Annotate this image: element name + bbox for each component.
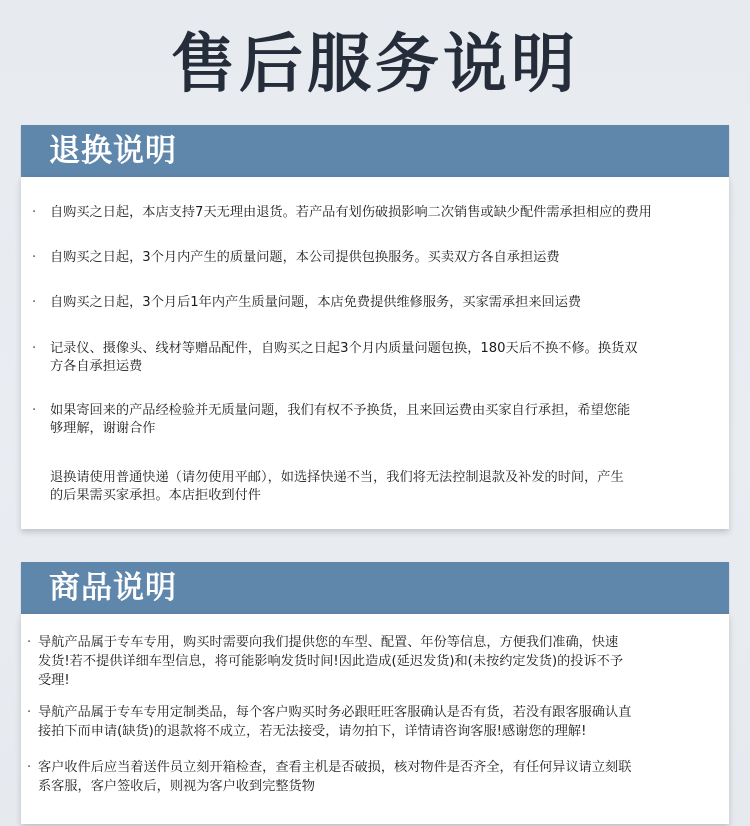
product-item-3-line2: 系客服，客户签收后，则视为客户收到完整货物 <box>38 779 315 794</box>
return-item-3: 自购买之日起，3个月后1年内产生质量问题，本店免费提供维修服务，买家需承担来回运费 <box>50 295 582 310</box>
product-item-1-line1: 导航产品属于专车专用，购买时需要向我们提供您的车型、配置、年份等信息，方便我们准确，快速 <box>38 635 619 650</box>
return-policy-body <box>21 177 729 529</box>
product-info-body <box>21 614 729 824</box>
bullet-dot: · <box>32 250 37 265</box>
product-item-1-line3: 受理! <box>38 673 70 688</box>
return-item-2: 自购买之日起，3个月内产生的质量问题，本公司提供包换服务。买卖双方各自承担运费 <box>50 250 560 265</box>
return-policy-header <box>21 125 729 177</box>
bullet-dot: · <box>27 760 32 775</box>
product-item-2-line1: 导航产品属于专车专用定制类品，每个客户购买时务必跟旺旺客服确认是否有货，若没有跟客服确认直 <box>38 705 632 720</box>
product-item-1-line2: 发货!若不提供详细车型信息，将可能影响发货时间!因此造成(延迟发货)和(未按约定发货)的投诉不予 <box>38 654 624 669</box>
page-title: 售后服务说明 <box>171 28 579 102</box>
product-info-header <box>21 562 729 614</box>
return-policy-section <box>21 125 729 529</box>
return-item-5-line2: 够理解，谢谢合作 <box>50 421 156 436</box>
bullet-dot: · <box>32 295 37 310</box>
return-item-4-line1: 记录仪、摄像头、线材等赠品配件，自购买之日起3个月内质量问题包换，180天后不换不修。换货双 <box>50 341 638 356</box>
product-item-3-line1: 客户收件后应当着送件员立刻开箱检查，查看主机是否破损，核对物件是否齐全，有任何异议请立刻联 <box>38 760 632 775</box>
bullet-dot: · <box>27 705 32 720</box>
bullet-dot: · <box>32 205 37 220</box>
return-item-6-line1: 退换请使用普通快递（请勿使用平邮），如选择快递不当，我们将无法控制退款及补发的时间，产生 <box>50 470 624 485</box>
bullet-dot: · <box>32 403 37 418</box>
return-item-4-line2: 方各自承担运费 <box>50 359 143 374</box>
product-item-2-line2: 接拍下而申请(缺货)的退款将不成立，若无法接受，请勿拍下，详情请咨询客服!感谢您的理解! <box>38 724 587 739</box>
product-info-section <box>21 562 729 824</box>
product-info-title: 商品说明 <box>49 570 177 606</box>
bullet-dot: · <box>27 635 32 650</box>
return-policy-title: 退换说明 <box>49 133 177 169</box>
return-item-1: 自购买之日起，本店支持7天无理由退货。若产品有划伤破损影响二次销售或缺少配件需承担相应的费用 <box>50 205 652 220</box>
return-item-5-line1: 如果寄回来的产品经检验并无质量问题，我们有权不予换货，且来回运费由买家自行承担，希望您能 <box>50 403 631 418</box>
return-item-6-line2: 的后果需买家承担。本店拒收到付件 <box>50 488 261 503</box>
bullet-dot: · <box>32 341 37 356</box>
